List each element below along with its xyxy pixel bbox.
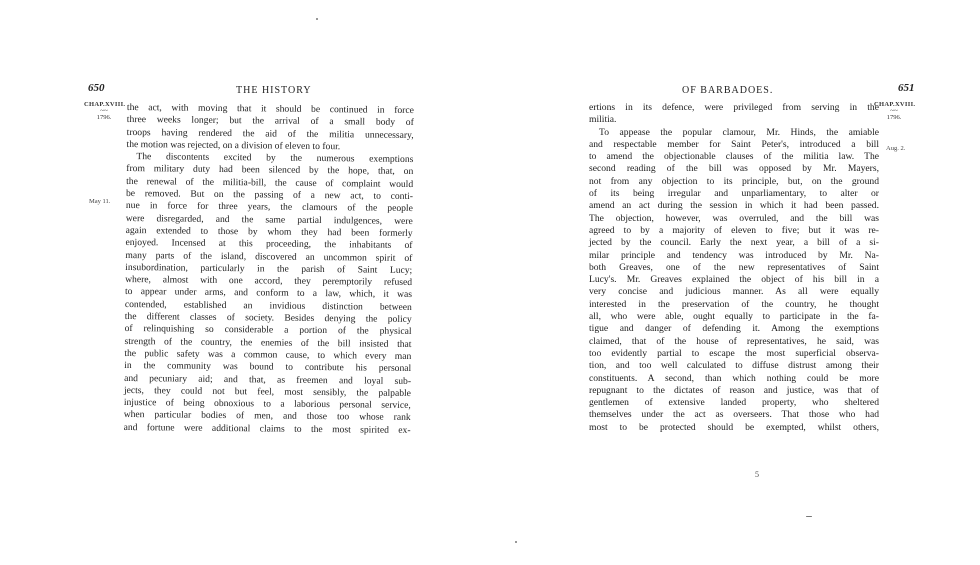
margin-date-left: May 11.: [89, 198, 111, 205]
flourish-icon: ~~: [890, 107, 898, 115]
page-number-left: 650: [88, 82, 105, 94]
text-line: nue in force for three years, the clamours of the people: [125, 200, 413, 215]
text-line: three weeks longer; but the arrival of a small body of: [126, 114, 414, 129]
text-line: the motion was rejected, on a division of eleven to four.: [126, 138, 341, 153]
running-head-left: THE HISTORY: [236, 85, 312, 96]
text-line: to appear under arms, and conform to a law, which, it was: [124, 286, 413, 301]
text-line: interested in the preservation of the country, he thought: [589, 298, 879, 310]
text-line: themselves under the act as overseers. That those who had: [589, 409, 879, 421]
year-label: 1796.: [96, 114, 112, 121]
text-line: of relinquishing so considerable a portion of the physical: [124, 323, 412, 338]
running-head-right: OF BARBADOES.: [682, 85, 774, 96]
right-page: [490, 0, 980, 565]
text-line: troops having rendered the aid of the militia unnecessary,: [126, 126, 414, 141]
chapter-label: CHAP.XVIII.: [84, 101, 126, 108]
text-line: injustice of being obnoxious to a laborious personal service,: [123, 397, 411, 412]
text-line: tigue and danger of defending it. Among the exemptions: [589, 323, 879, 335]
scan-speck: [316, 18, 318, 20]
text-line: of its being irregular and unparliamentary, to alter or: [589, 188, 879, 200]
text-line: militia.: [589, 114, 617, 126]
right-page-text: [589, 102, 879, 434]
text-line: all, who were able, ought equally to participate in the fa-: [589, 311, 879, 323]
text-line: tion, and too well calculated to diffuse distrust among their: [589, 360, 879, 372]
text-line: and fortune were additional claims to the most spirited ex-: [123, 421, 411, 436]
text-line: Lucy's. Mr. Greaves explained the object of his bill in a: [589, 274, 879, 286]
text-line: the act, with moving that it should be continued in force: [126, 102, 414, 117]
page-number-right: 651: [898, 82, 915, 94]
margin-chapter-left: [84, 101, 124, 122]
text-line: jected by the council. Early the next year, a bill of a si-: [589, 237, 879, 249]
text-line: very concise and judicious manner. As all were equally: [589, 286, 879, 298]
text-line: jects, they could not but feel, most sensibly, the palpable: [123, 384, 412, 399]
text-line: again extended to those by whom they had been formerly: [125, 224, 413, 239]
margin-chapter-right: [874, 101, 914, 122]
text-line: insubordination, particularly in the parish of Saint Lucy;: [125, 261, 413, 276]
text-line: the different classes of society. Besides denying the policy: [124, 311, 412, 326]
text-line: amend an act during the session in which it had been passed.: [589, 200, 879, 212]
text-line: enjoyed. Incensed at this proceeding, the inhabitants of: [125, 237, 413, 252]
signature-mark: 5: [755, 470, 759, 479]
text-line: contended, established an invidious distinction between: [124, 298, 412, 313]
year-label: 1796.: [886, 114, 902, 121]
text-line: agreed to by a majority of eleven to five; but it was re-: [589, 224, 879, 236]
text-line: To appease the popular clamour, Mr. Hinds, the amiable: [599, 126, 879, 138]
text-line: The objection, however, was overruled, and the bill was: [589, 212, 879, 224]
text-line: the renewal of the militia-bill, the cause of complaint would: [126, 175, 414, 190]
text-line: too evidently partial to escape the most superficial observa-: [589, 347, 879, 359]
scan-speck: [806, 516, 812, 517]
text-line: in the community was bound to contribute his personal: [124, 360, 412, 375]
text-line: from military duty had been silenced by the hope, that, on: [126, 163, 414, 178]
text-line: be removed. But on the passing of a new act, to conti-: [125, 188, 414, 203]
text-line: gentlemen of extensive landed property, who sheltered: [589, 397, 879, 409]
text-line: most to be protected should be exempted, whilst others,: [589, 421, 879, 433]
text-line: where, almost with one accord, they peremptorily refused: [125, 274, 413, 289]
text-line: strength of the country, the enemies of the bill insisted that: [124, 335, 412, 350]
text-line: and pecuniary aid; and that, as freemen and loyal sub-: [124, 372, 412, 387]
left-page-text: [124, 102, 414, 437]
text-line: repugnant to the dictates of reason and justice, was that of: [589, 384, 879, 396]
text-line: and respectable member for Saint Peter's, introduced a bill: [589, 138, 879, 150]
text-line: milar principle and tendency was introduced by Mr. Na-: [589, 249, 879, 261]
text-line: ertions in its defence, were privileged from serving in the: [589, 102, 879, 113]
text-line: when particular bodies of men, and those too whose rank: [123, 409, 411, 424]
scan-speck: [515, 541, 517, 543]
text-line: many parts of the island, discovered an uncommon spirit of: [125, 249, 413, 264]
text-line: were disregarded, and the same partial indulgences, were: [125, 212, 413, 227]
text-line: claimed, that of the house of representatives, he said, was: [589, 335, 879, 347]
text-line: both Greaves, one of the new representatives of Saint: [589, 261, 879, 273]
flourish-icon: ~~: [100, 107, 108, 115]
margin-date-right: Aug. 2.: [886, 145, 906, 152]
text-line: to amend the objectionable clauses of the militia law. The: [589, 151, 879, 163]
text-line: The discontents excited by the numerous exemptions: [136, 151, 414, 166]
text-line: constituents. A second, than which nothing could be more: [589, 372, 879, 384]
text-line: not from any objection to its principle, but, on the ground: [589, 175, 879, 187]
text-line: the public safety was a common cause, to which every man: [124, 347, 412, 362]
text-line: second reading of the bill was opposed by Mr. Mayers,: [589, 163, 879, 175]
chapter-label: CHAP.XVIII.: [874, 101, 916, 108]
